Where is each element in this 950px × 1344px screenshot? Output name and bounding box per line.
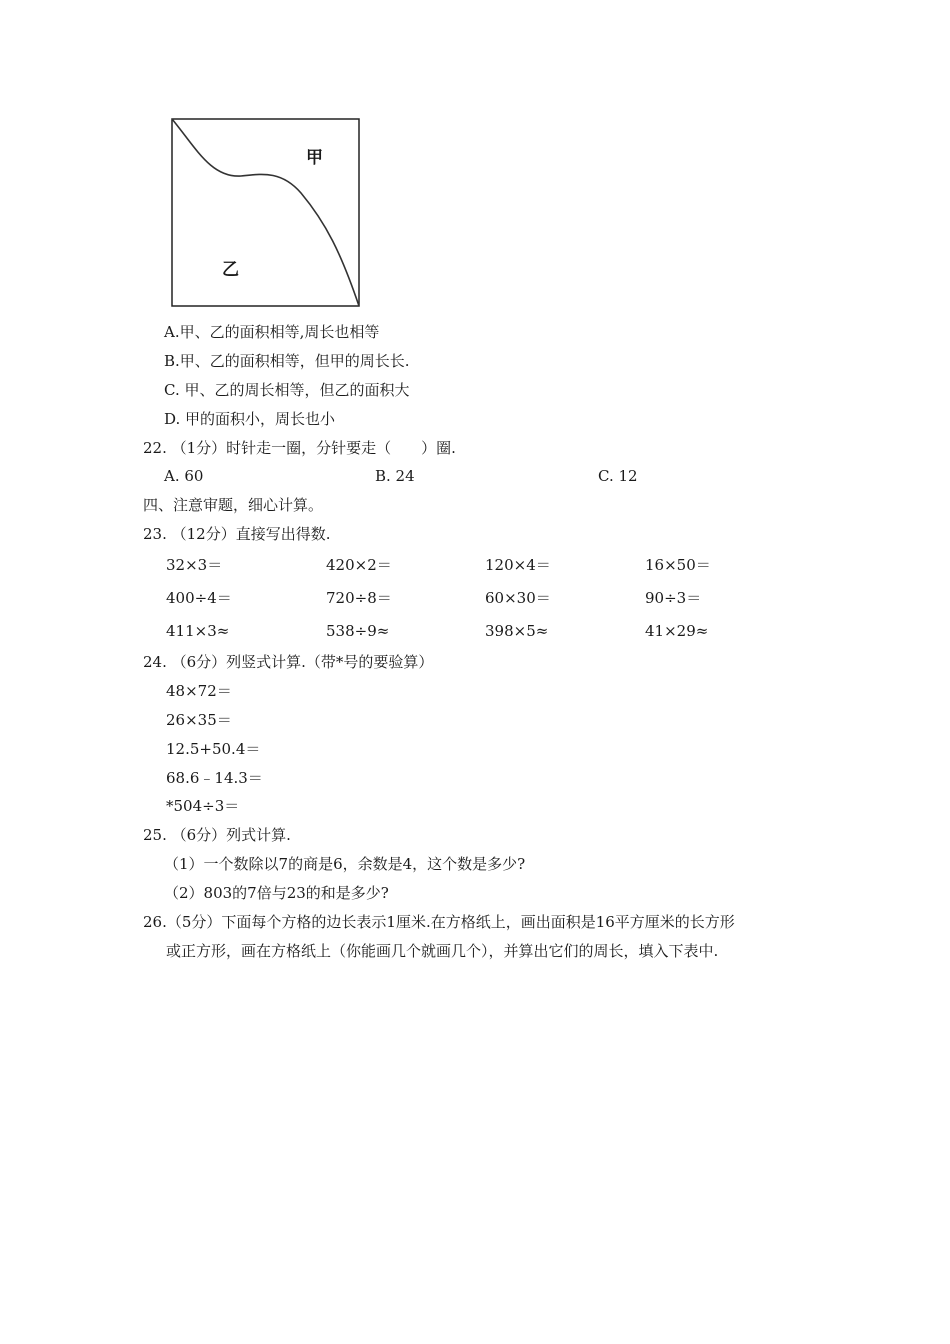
q24-item: 48×72＝ — [166, 682, 232, 700]
q23-item: 398×5≈ — [485, 622, 549, 640]
q22-option-c: C. 12 — [598, 467, 638, 485]
q23-item: 720÷8＝ — [326, 589, 392, 607]
q23-item: 60×30＝ — [485, 589, 551, 607]
q23-item: 420×2＝ — [326, 556, 392, 574]
q21-option-d: D. 甲的面积小，周长也小 — [164, 410, 336, 428]
q25-item: （1）一个数除以7的商是6，余数是4，这个数是多少? — [164, 855, 526, 873]
q25-stem: 25. （6分）列式计算. — [143, 826, 291, 844]
q22-option-b: B. 24 — [375, 467, 415, 485]
q26-line1: 26.（5分）下面每个方格的边长表示1厘米.在方格纸上，画出面积是16平方厘米的长方形 — [143, 913, 735, 931]
label-jia: 甲 — [306, 148, 323, 168]
q24-item: 26×35＝ — [166, 711, 232, 729]
q24-stem: 24. （6分）列竖式计算.（带*号的要验算） — [143, 653, 434, 671]
q22-stem: 22. （1分）时针走一圈，分针要走（ ）圈. — [143, 439, 456, 457]
dividing-curve — [172, 119, 359, 306]
q23-item: 411×3≈ — [166, 622, 230, 640]
q23-item: 16×50＝ — [645, 556, 711, 574]
q23-item: 90÷3＝ — [645, 589, 702, 607]
jia-yi-figure — [171, 118, 361, 308]
q21-option-a: A.甲、乙的面积相等,周长也相等 — [164, 323, 380, 341]
q21-option-b: B.甲、乙的面积相等，但甲的周长长. — [164, 352, 410, 370]
q23-item: 538÷9≈ — [326, 622, 390, 640]
q23-item: 32×3＝ — [166, 556, 223, 574]
figure-svg — [171, 118, 361, 308]
q26-line2: 或正方形，画在方格纸上（你能画几个就画几个），并算出它们的周长，填入下表中. — [166, 942, 719, 960]
q24-item: *504÷3＝ — [166, 797, 240, 815]
q23-item: 120×4＝ — [485, 556, 551, 574]
q25-item: （2）803的7倍与23的和是多少? — [164, 884, 389, 902]
q21-option-c: C. 甲、乙的周长相等，但乙的面积大 — [164, 381, 410, 399]
section4-title: 四、注意审题，细心计算。 — [143, 496, 324, 514]
q23-stem: 23. （12分）直接写出得数. — [143, 525, 331, 543]
q24-item: 12.5+50.4＝ — [166, 740, 261, 758]
label-yi: 乙 — [222, 260, 239, 280]
q24-item: 68.6﹣14.3＝ — [166, 769, 263, 787]
q23-item: 400÷4＝ — [166, 589, 232, 607]
figure-square — [172, 119, 359, 306]
q23-item: 41×29≈ — [645, 622, 709, 640]
q22-option-a: A. 60 — [164, 467, 204, 485]
